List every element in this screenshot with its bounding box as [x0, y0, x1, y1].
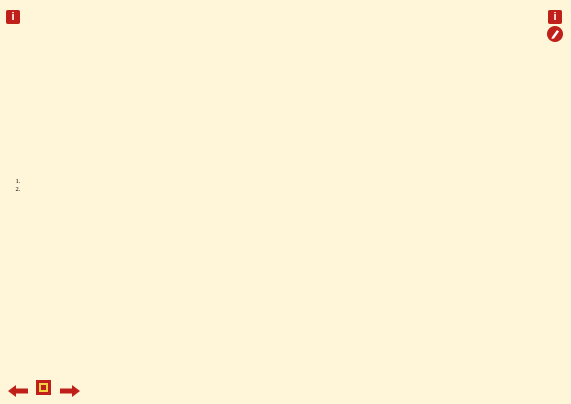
star-circle-diagram	[468, 186, 568, 286]
explanation	[10, 178, 465, 195]
case-1	[22, 178, 465, 186]
case-2	[22, 186, 465, 194]
info-icon-right[interactable]: i	[548, 10, 562, 24]
pencil-icon[interactable]	[547, 26, 563, 42]
arrow-right-icon[interactable]	[60, 384, 80, 402]
top-plots	[0, 70, 571, 178]
cases-list	[10, 178, 465, 195]
home-icon[interactable]	[36, 380, 51, 395]
bottom-plots	[0, 284, 240, 388]
info-icon[interactable]: i	[6, 10, 20, 24]
arrow-left-icon[interactable]	[8, 384, 28, 402]
